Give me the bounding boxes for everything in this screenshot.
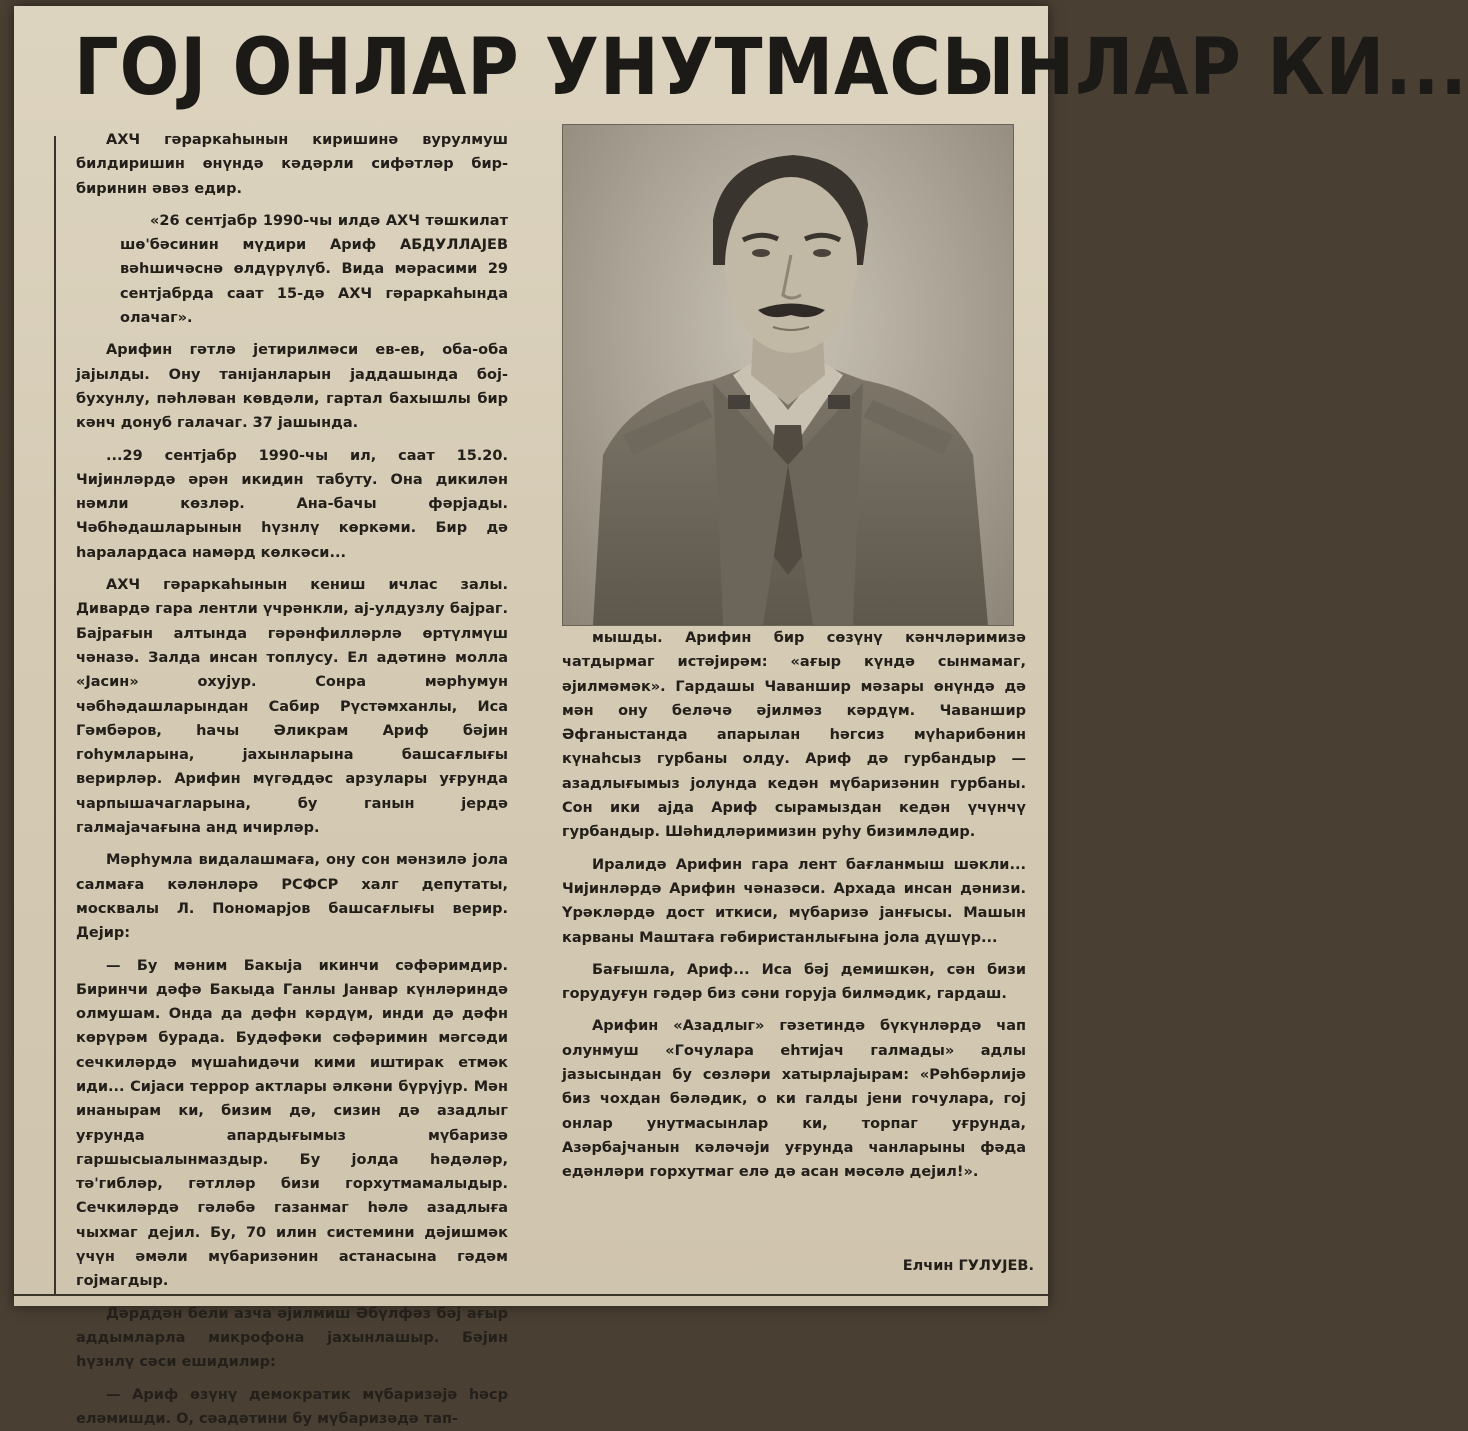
article-paragraph: — Бу мәним Бакыја икинчи сәфәримдир. Биринчи дәфә Бакыда Ганлы Јанвар күнләриндә олмушам. Онда да дәфн кәрдүм, инди дә дәфн көрүрәм бурада. Будәфәки сәфәримин мәгсәди сечкиләрдә мүшаһидәчи кими иштирак етмәк иди... Сијаси террор актлары әлкәни бүрүјүр. Мән инанырам ки, бизим дә, сизин дә азадлыг уғрунда апардығымыз мүбаризә гаршысыалынмаздыр. Бу јолда һәдәләр, тә'гибләр, гәтлләр бизи горхутмамалыдыр. Сечкиләрдә гәләбә газанмаг һәлә азадлыға чыхмаг дејил. Бу, 70 илин системини дәјишмәк үчүн әмәли мүбаризәнин астанасына гәдәм гојмагдыр. xyxy=(76,957,508,1290)
newspaper-page xyxy=(14,6,1468,1427)
article-paragraph: АХЧ гәраркаһынын киришинә вурулмуш билдиришин өнүндә кәдәрли сифәтләр бир-биринин әвәз едир. xyxy=(76,132,508,197)
quoted-announcement: «26 сентјабр 1990-чы илдә АХЧ тәшкилат шө'бәсинин мүдири Ариф АБДУЛЛАЈЕВ вәһшичәснә өлдүрүлүб. Вида мәрасими 29 сентјабрда саат 15-дә АХЧ гәраркаһында олачаг». xyxy=(120,212,508,327)
article-paragraph: — Ариф өзүнү демократик мүбаризәјә һәср еләмишди. О, сәадәтини бу мүбаризәдә тап- xyxy=(76,1386,508,1427)
author-signature: Елчин ГУЛУЈЕВ. xyxy=(902,1258,1034,1274)
article-paragraph: Мәрһумла видалашмаға, ону сон мәнзилә јола салмаға кәләнләрә РСФСР халг депутаты, москвалы Л. Пономарјов башсағлығы верир. Дејир: xyxy=(76,852,508,942)
article-paragraph: Иралидә Арифин гара лент бағланмыш шәкли... Чијинләрдә Арифин чәназәси. Архада инсан дәнизи. Үрәкләрдә дост иткиси, мүбаризә јанғысы. Машын карваны Маштаға гәбиристанлығына јола дүшүр... xyxy=(562,856,1026,946)
headline: ГОЈ ОНЛАР УНУТМАСЫНЛАР КИ... xyxy=(74,23,1468,113)
bottom-rule xyxy=(14,1294,1048,1296)
article-paragraph: мышды. Арифин бир сөзүнү кәнчләримизә чатдырмаг истәјирәм: «ағыр күндә сынмамаг, әјилмәмәк». Гардашы Чаваншир мәзары өнүндә дә мән ону беләчә әјилмәз кәрдүм. Чаваншир Әфганыстанда апарылан һәгсиз мүһарибәнин күнаһсыз гурбаны олду. Ариф дә гурбандыр — азадлығымыз јолунда кедән мүбаризәнин гурбаны. Сон ики ајда Ариф сырамыздан кедән үчүнчү гурбандыр. Шәһидләримизин руһу бизимләдир. xyxy=(562,630,1026,841)
article-paragraph: АХЧ гәраркаһынын кениш ичлас залы. Дивардә гара лентли үчрәнкли, ај-улдузлу бајраг. Бајрағын алтында гәрәнфилләрлә өртүлмүш чәназә. Залда инсан топлусу. Ел адәтинә молла «Јасин» охујур. Сонра мәрһумун чәбһәдашларындан Сабир Рүстәмханлы, Иса Гәмбәров, һачы Әликрам Ариф бәјин гоһумларына, јахынларына башсағлығы верирләр. Арифин мүгәддәс арзулары уғрунда чарпышачагларына, бу ганын јердә галмајачағына анд ичирләр. xyxy=(76,577,508,837)
column-rule xyxy=(54,136,56,1296)
article-paragraph: ...29 сентјабр 1990-чы ил, саат 15.20. Чијинләрдә әрән икидин табуту. Она дикилән нәмли көзләр. Ана-бачы фәрјады. Чәбһәдашларынын һүзнлү көркәми. Бир дә һаралардаса намәрд көлкәси... xyxy=(76,447,508,561)
article-paragraph: Бағышла, Ариф... Иса бәј демишкән, сән бизи горудуғун гәдәр биз сәни горуја билмәдик, гардаш. xyxy=(562,961,1026,1003)
article-paragraph: Арифин «Азадлыг» гәзетиндә бүкүнләрдә чап олунмуш «Гочулара еһтијач галмады» адлы јазысындан бу сөзләри хатырлајырам: «Рәһбәрлијә биз чохдан бәләдик, о ки галды јени гочулара, гој онлар унутмасынлар ки, торпаг уғрунда, Азәрбајчанын кәләчәји уғрунда чанларыны фәда едәнләри горхутмаг елә дә асан мәсәлә дејил!». xyxy=(562,1018,1026,1181)
right-column xyxy=(562,626,1026,1266)
article-paragraph: Арифин гәтлә јетирилмәси ев-ев, оба-оба јајылды. Ону танıјанларын јаддашында бој-бухунлу, пәһләван көвдәли, гартал бахышлы бир кәнч донуб галачаг. 37 јашында. xyxy=(76,342,508,432)
article-paragraph: Дәрддән бели азча әјилмиш Әбүлфәз бәј ағыр аддымларла микрофона јахынлашыр. Бәјин һүзнлү сәси ешидилир: xyxy=(76,1305,508,1371)
left-column xyxy=(76,128,508,1427)
portrait-photo xyxy=(562,124,1014,626)
portrait-illustration xyxy=(563,125,1013,625)
